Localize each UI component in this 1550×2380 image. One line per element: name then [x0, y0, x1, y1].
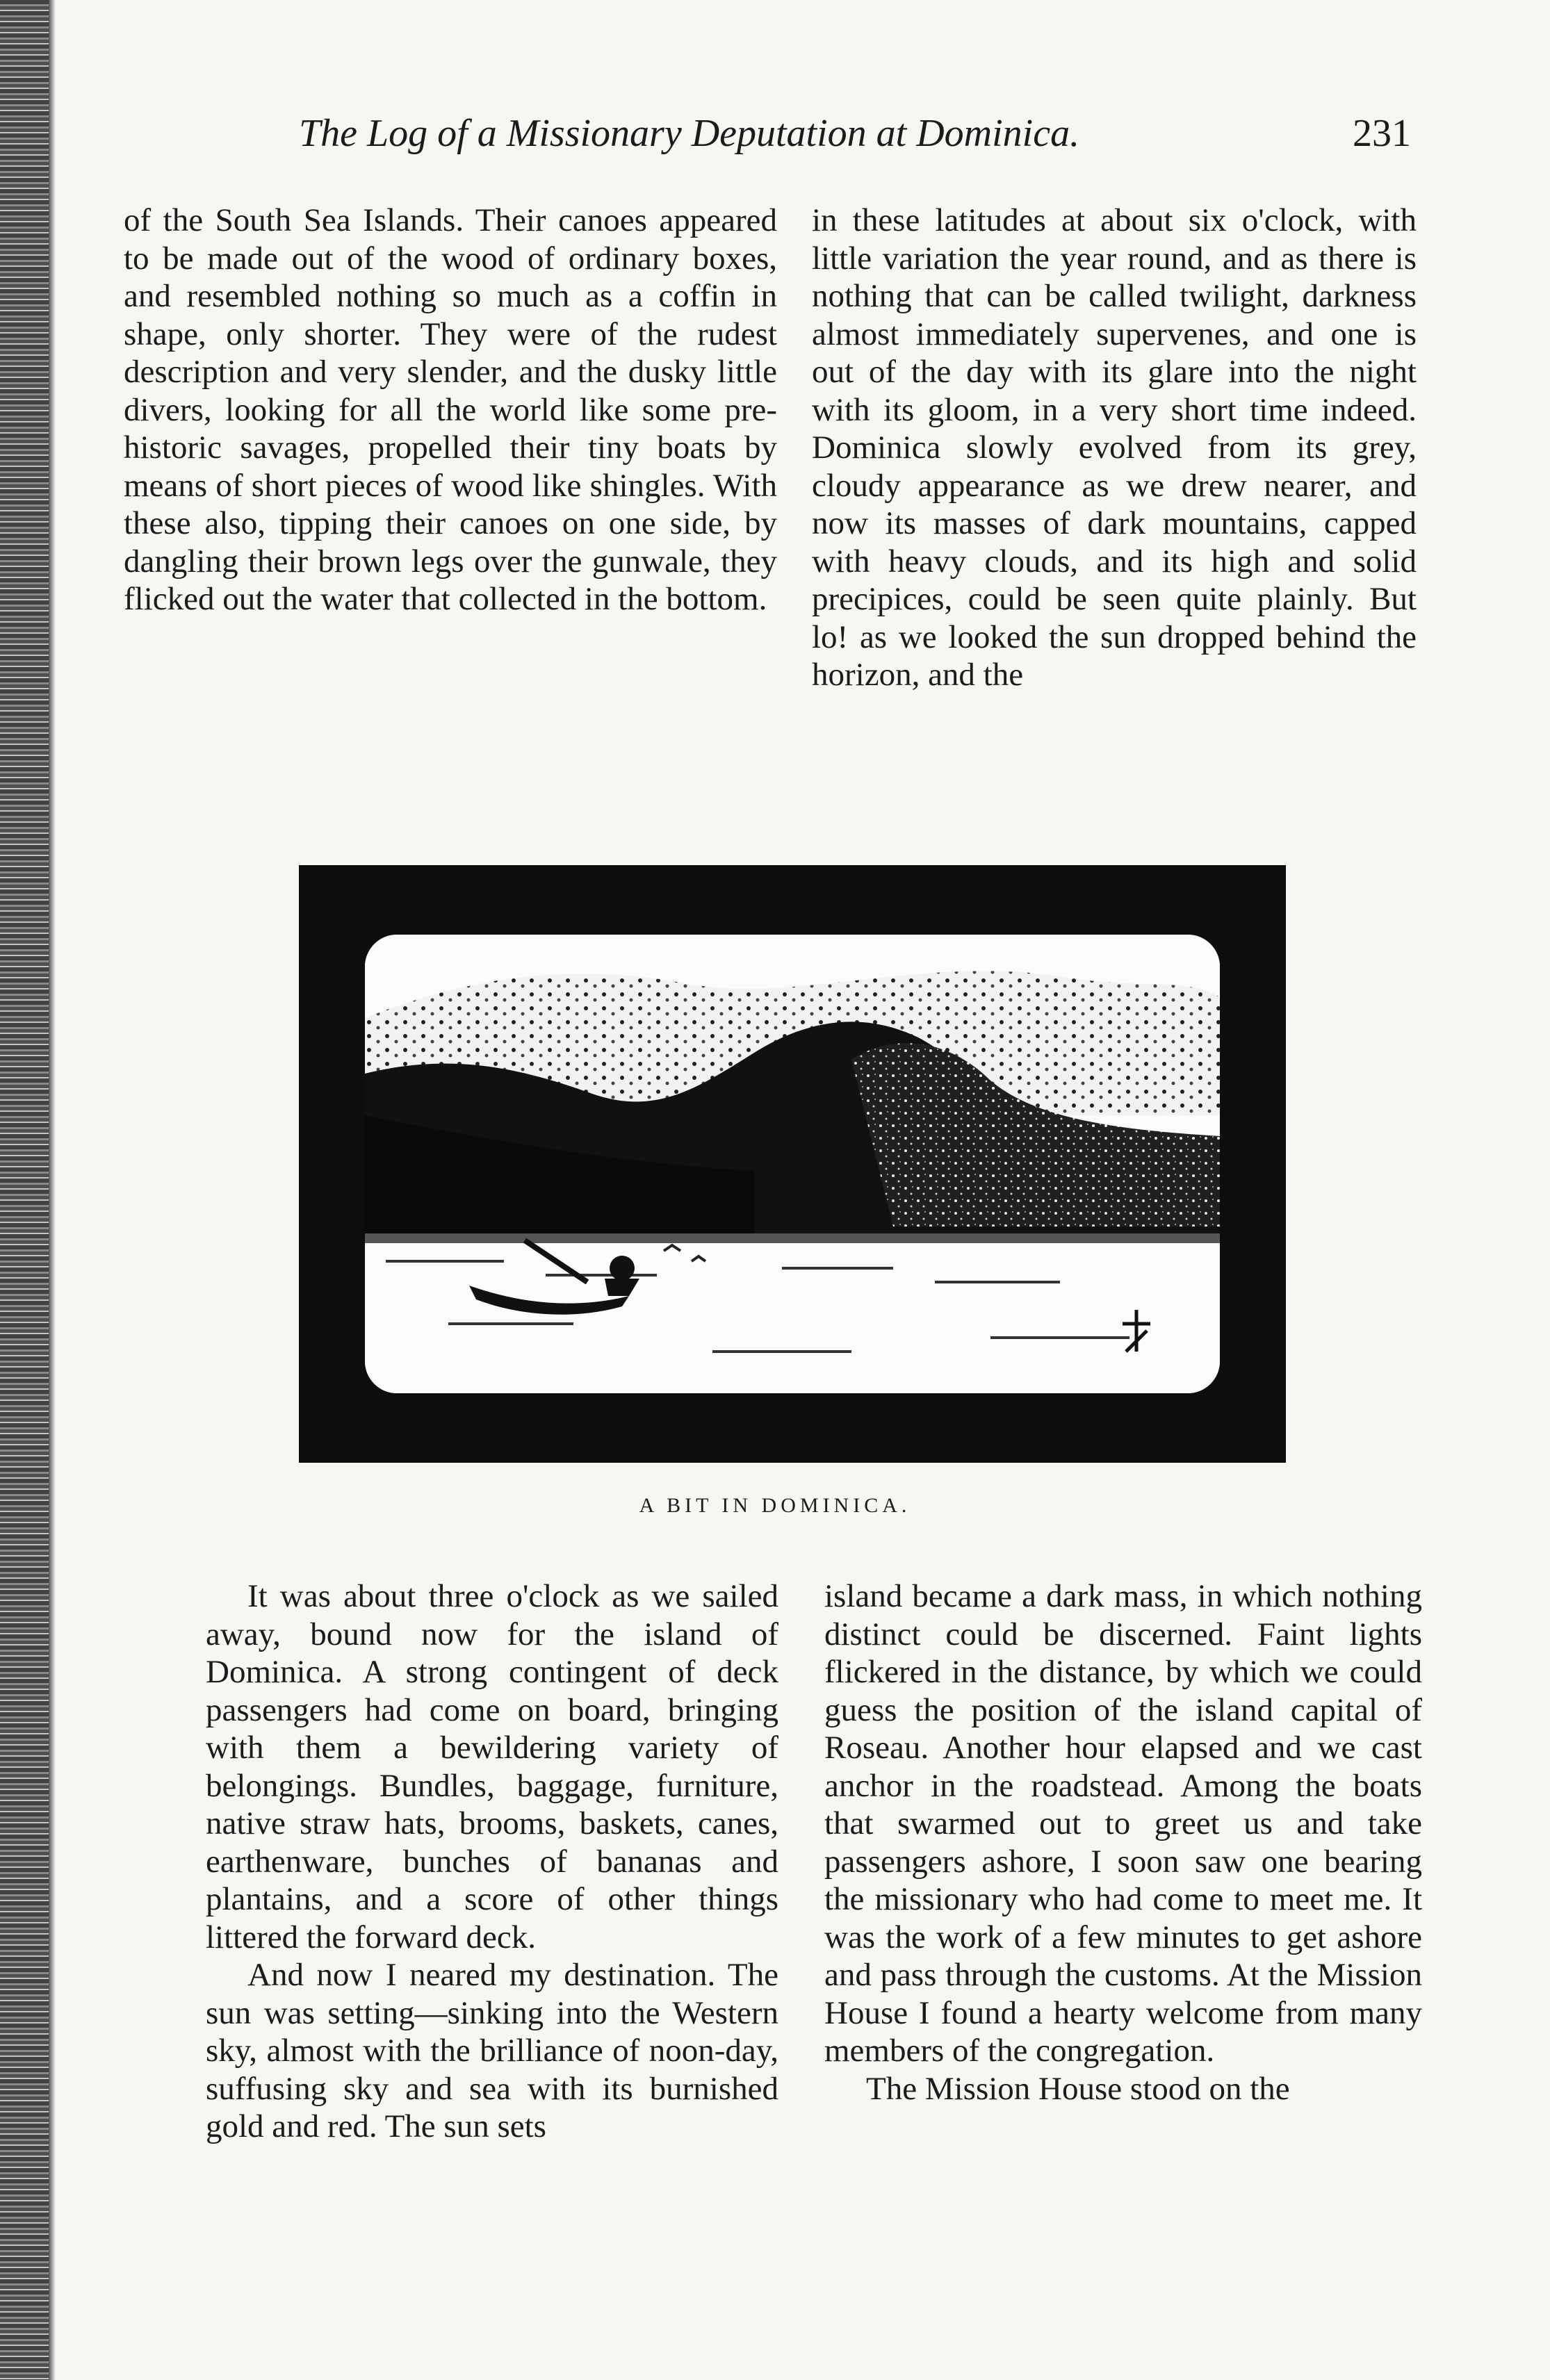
paragraph: The Mission House stood on the	[866, 2070, 1290, 2107]
page-number: 231	[1353, 112, 1411, 155]
paragraph: island became a dark mass, in which nothing distinct could be discerned. Faint lights flickered in the distance, by which we could guess the position of the island capital of Roseau. Another hour elapsed and we cast anchor in the roadstead. Among the boats that swarmed out to greet us and take passengers ashore, I soon saw one bearing the missionary who had come to meet me. It was the work of a few minutes to get ashore and pass through the customs. At the Mission House I found a hearty welcome from many members of the congregation.	[824, 1578, 1422, 2069]
text-column-top-left	[124, 202, 777, 618]
scanned-page-edge	[0, 0, 49, 2380]
scanned-page-edge-shadow	[49, 0, 56, 2380]
shoreline	[365, 1233, 1220, 1243]
landscape-drawing	[365, 935, 1220, 1393]
paragraph: And now I neared my destination. The sun was setting—sinking into the Western sky, almost with the brilliance of noon-day, suffusing sky and sea with its burnished gold and red. The sun sets	[206, 1957, 778, 2144]
diver-figure	[610, 1256, 635, 1281]
illustration-landscape	[365, 935, 1220, 1393]
text-column-bottom-left	[206, 1577, 778, 2146]
page-header	[299, 111, 1411, 167]
illustration-caption: A BIT IN DOMINICA.	[639, 1494, 911, 1517]
text-column-top-right	[812, 202, 1417, 694]
paragraph: It was about three o'clock as we sailed away, bound now for the island of Dominica. A strong contingent of deck passengers had come on board, bringing with them a bewildering variety of belongings. Bundles, baggage, furniture, native straw hats, brooms, baskets, canes, earthenware, bunches of bananas and plantains, and a score of other things littered the forward deck.	[206, 1578, 778, 1955]
illustration-frame	[299, 865, 1286, 1463]
paragraph: of the South Sea Islands. Their canoes appeared to be made out of the wood of ordinary boxes, and resembled nothing so much as a coffin in shape, only shorter. They were of the rudest description and very slender, and the dusky little divers, looking for all the world like some pre-historic savages, propelled their tiny boats by means of short pieces of wood like shingles. With these also, tipping their canoes on one side, by dangling their brown legs over the gunwale, they flicked out the water that collected in the bottom.	[124, 202, 777, 617]
paragraph: in these latitudes at about six o'clock, with little variation the year round, and as there is nothing that can be called twilight, darkness almost immediately supervenes, and one is out of the day with its glare into the night with its gloom, in a very short time indeed. Dominica slowly evolved from its grey, cloudy appearance as we drew nearer, and now its masses of dark mountains, capped with heavy clouds, and its high and solid precipices, could be seen quite plainly. But lo! as we looked the sun dropped behind the horizon, and the	[812, 202, 1417, 693]
text-column-bottom-right	[824, 1577, 1422, 2108]
running-title: The Log of a Missionary Deputation at Dominica.	[299, 112, 1080, 155]
